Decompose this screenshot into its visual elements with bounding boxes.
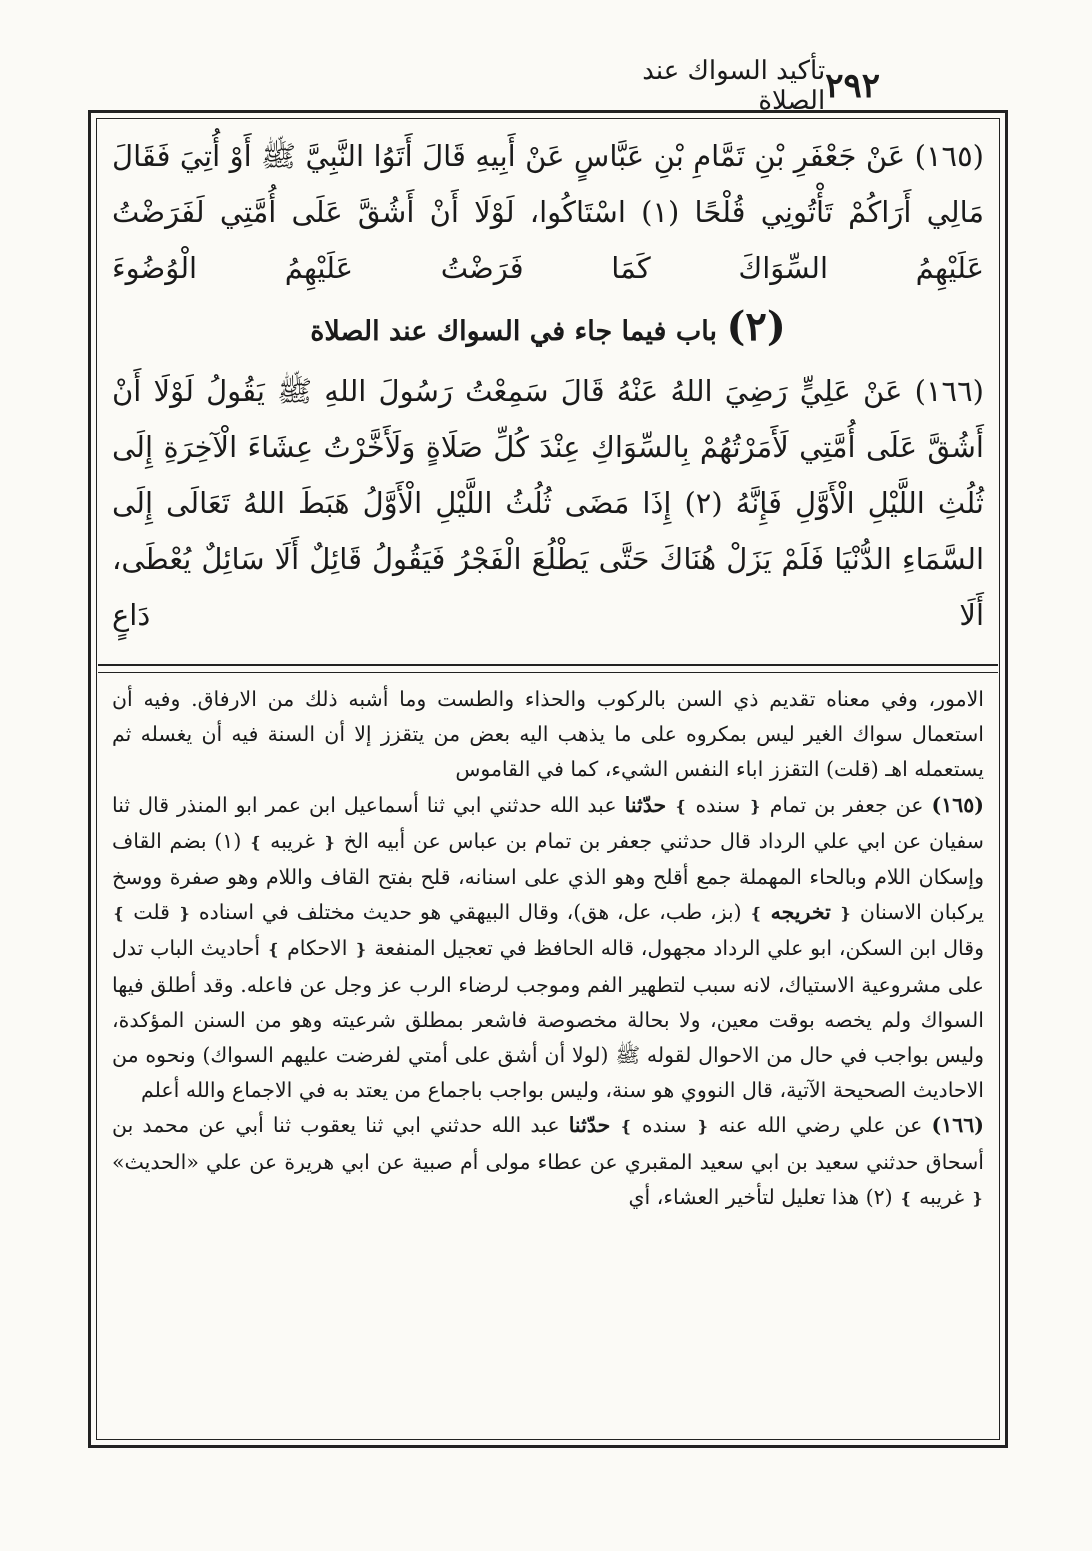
haddathana-label: حدّثنا	[624, 792, 667, 817]
commentary-text: أحاديث الباب تدل على مشروعية الاستياك، لانه سبب لتطهير الفم وموجب لرضاء الرب عز وجل عن فاعله. وقد أطلق فيها السواك ولم يخصه بوقت معين، ولا بحالة مخصوصة فاشعر بمطلق شرعيته وهو من السنن المؤكدة، وليس بواجب في حال من الاحوال لقوله ﷺ (لولا أن أشق على أمتي لفرضت عليهم السواك) ونحوه من الاحاديث الصحيحة الآتية، قال النووي هو سنة، وليس بواجب باجماع من يعتد به في الاجماع والله أعلم	[112, 936, 984, 1103]
ornament-bracket-icon: ❵	[249, 832, 263, 852]
main-text	[112, 128, 984, 648]
commentary-text: (بز، طب، عل، هق)، وقال البيهقي هو حديث مختلف في اسناده	[198, 900, 742, 925]
commentary-text: عبد الله حدثني ابي ثنا أسماعيل ابن عمر ابو المنذر قال ثنا سفيان عن ابي علي الرداد قال حدثني جعفر بن تمام بن عباس عن أبيه الخ	[112, 792, 984, 853]
ornament-bracket-icon: ❴	[177, 904, 192, 924]
chapter-word: باب	[675, 316, 718, 347]
ornament-bracket-icon: ❵	[899, 1188, 913, 1208]
sanad-label: سنده	[695, 792, 741, 817]
commentary-paragraph: الامور، وفي معناه تقديم ذي السن بالركوب والحذاء والطست وما أشبه ذلك من الارفاق. وفيه أن استعمال سواك الغير ليس بمكروه على ما يذهب اليه بعض من يتقزز إلا أن السنة فيه أن يغسله ثم يستعمله اهـ (قلت) التقزز اباء النفس الشيء، كما في القاموس	[112, 687, 984, 782]
commentary-text: عن علي رضي الله عنه	[718, 1113, 923, 1138]
commentary-text: عن جعفر بن تمام	[769, 792, 924, 817]
commentary	[112, 682, 984, 1427]
ornament-bracket-icon: ❴	[748, 796, 762, 816]
haddathana-label: حدّثنا	[568, 1113, 611, 1138]
hadith-number: (١٦٥)	[931, 792, 984, 817]
hadith-number: (١٦٦)	[931, 1113, 984, 1138]
chapter-number: (٢)	[726, 303, 786, 350]
hadith-165-text: (١٦٥) عَنْ جَعْفَرِ بْنِ تَمَّامِ بْنِ عَبَّاسٍ عَنْ أَبِيهِ قَالَ أَتَوُا النَّبِيَّ ﷺ أَوْ أُتِيَ فَقَالَ مَالِي أَرَاكُمْ تَأْتُونِي قُلْحًا (١) اسْتَاكُوا، لَوْلَا أَنْ أَشُقَّ عَلَى أُمَّتِي لَفَرَضْتُ عَلَيْهِمُ السِّوَاكَ كَمَا فَرَضْتُ عَلَيْهِمُ الْوُضُوءَ	[112, 139, 984, 285]
commentary-text: (٢) هذا تعليل لتأخير العشاء، أي	[628, 1184, 893, 1209]
takhrij-label: تخريجه	[770, 900, 831, 925]
hadith-166-text: (١٦٦) عَنْ عَلِيٍّ رَضِيَ اللهُ عَنْهُ قَالَ سَمِعْتُ رَسُولَ اللهِ ﷺ يَقُولُ لَوْلَا أَنْ أَشُقَّ عَلَى أُمَّتِي لَأَمَرْتُهُمْ بِالسِّوَاكِ عِنْدَ كُلِّ صَلَاةٍ وَلَأَخَّرْتُ عِشَاءَ الْآخِرَةِ إِلَى ثُلُثِ اللَّيْلِ الْأَوَّلِ فَإِنَّهُ (٢) إِذَا مَضَى ثُلُثُ اللَّيْلِ الْأَوَّلُ هَبَطَ اللهُ تَعَالَى إِلَى السَّمَاءِ الدُّنْيَا فَلَمْ يَزَلْ هُنَاكَ حَتَّى يَطْلُعَ الْفَجْرُ فَيَقُولُ قَائِلٌ أَلَا سَائِلٌ يُعْطَى، أَلَا دَاعٍ	[112, 374, 985, 632]
commentary-text: عبد الله حدثني ابي ثنا يعقوب ثنا أبي عن محمد بن أسحاق حدثني سعيد بن ابي سعيد المقبري عن عطاء مولى أم صبية عن ابي هريرة عن علي «الحديث»	[112, 1113, 984, 1174]
ornament-bracket-icon: ❵	[112, 904, 126, 924]
qult-label: قلت	[133, 900, 170, 925]
section-divider	[98, 664, 998, 666]
section-divider-thin	[98, 672, 998, 673]
chapter-title: فيما جاء في السواك عند الصلاة	[310, 316, 667, 347]
ornament-bracket-icon: ❵	[749, 904, 763, 924]
chapter-heading	[112, 296, 984, 363]
ornament-bracket-icon: ❴	[970, 1188, 984, 1208]
gharib-label: غريبه	[270, 828, 316, 853]
ornament-bracket-icon: ❴	[322, 832, 337, 852]
ornament-bracket-icon: ❵	[674, 796, 688, 816]
gharib-label: غريبه	[919, 1184, 965, 1209]
commentary-text: (١) بضم القاف وإسكان اللام وبالحاء المهملة جمع أقلح وهو الذي على اسنانه، قلح بفتح القاف واللام وهو صفرة ووسخ يركبان الاسنان	[112, 828, 984, 925]
ornament-bracket-icon: ❴	[695, 1117, 710, 1137]
sanad-label: سنده	[641, 1113, 687, 1138]
running-title: تأكيد السواك عند الصلاة	[642, 56, 826, 116]
ornament-bracket-icon: ❵	[266, 940, 281, 960]
ahkam-label: الاحكام	[287, 936, 348, 961]
page-header	[320, 56, 880, 116]
ornament-bracket-icon: ❴	[354, 940, 368, 960]
ornament-bracket-icon: ❴	[838, 904, 853, 924]
commentary-hadith-165	[112, 788, 984, 1109]
commentary-text: وقال ابن السكن، ابو علي الرداد مجهول، قاله الحافظ في تعجيل المنفعة	[374, 936, 984, 961]
commentary-hadith-166	[112, 1108, 984, 1216]
ornament-bracket-icon: ❵	[619, 1117, 633, 1137]
page-number: ٢٩٢	[825, 66, 880, 106]
